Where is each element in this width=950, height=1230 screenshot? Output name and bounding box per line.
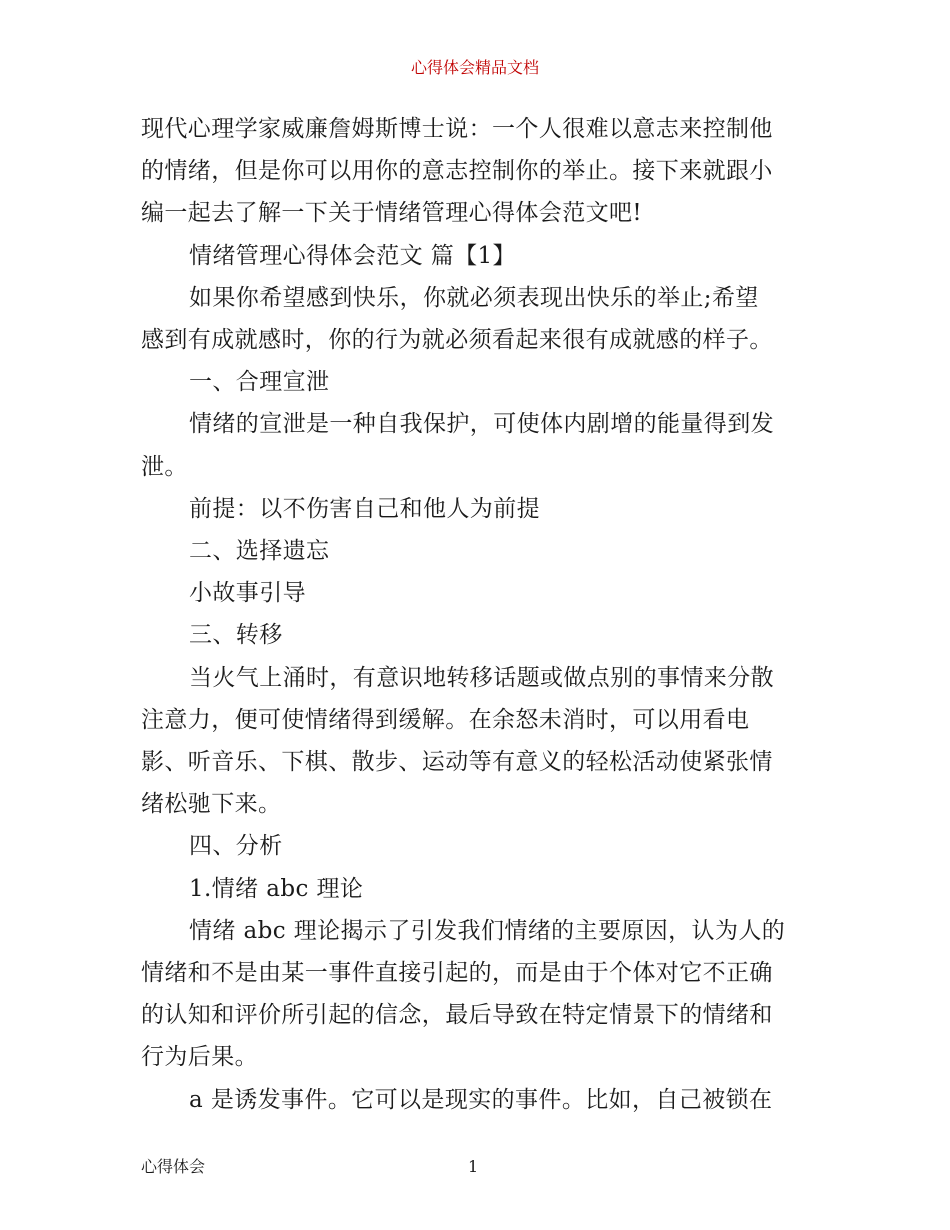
text-line: 三、转移 (189, 622, 283, 649)
text-line: 绪松驰下来。 (141, 791, 282, 818)
text-line: 前提：以不伤害自己和他人为前提 (189, 495, 540, 522)
text-line: 影、听音乐、下棋、散步、运动等有意义的轻松活动使紧张情 (141, 749, 773, 776)
text-line: a 是诱发事件。它可以是现实的事件。比如，自己被锁在 (189, 1086, 773, 1113)
text-line: 情绪 abc 理论揭示了引发我们情绪的主要原因，认为人的 (189, 917, 786, 944)
text-line: 二、选择遗忘 (189, 538, 330, 565)
text-line: 现代心理学家威廉詹姆斯博士说：一个人很难以意志来控制他 (141, 116, 773, 142)
text-line: 情绪和不是由某一事件直接引起的，而是由于个体对它不正确 (141, 960, 773, 987)
text-line: 小故事引导 (189, 580, 306, 607)
text-line: 泄。 (141, 453, 188, 480)
text-line: 如果你希望感到快乐，你就必须表现出快乐的举止;希望 (189, 284, 759, 311)
text-line: 感到有成就感时，你的行为就必须看起来很有成就感的样子。 (141, 327, 773, 354)
text-line: 注意力，便可使情绪得到缓解。在余怒未消时，可以用看电 (141, 706, 750, 733)
text-line: 一、合理宣泄 (189, 369, 330, 396)
footer-label: 心得体会 (141, 1157, 206, 1176)
text-line: 的认知和评价所引起的信念，最后导致在特定情景下的情绪和 (141, 1002, 773, 1029)
page-number: 1 (468, 1157, 479, 1176)
text-line: 1.情绪 abc 理论 (189, 875, 364, 902)
text-line: 情绪的宣泄是一种自我保护，可使体内剧增的能量得到发 (189, 411, 774, 438)
text-line: 编一起去了解一下关于情绪管理心得体会范文吧! (141, 200, 643, 227)
page-header-title: 心得体会精品文档 (410, 58, 539, 77)
document-body (141, 108, 813, 1121)
text-line: 情绪管理心得体会范文 篇【1】 (189, 242, 516, 269)
text-line: 的情绪，但是你可以用你的意志控制你的举止。接下来就跟小 (141, 158, 773, 185)
text-line: 行为后果。 (141, 1044, 258, 1071)
text-line: 四、分析 (189, 833, 283, 860)
text-line: 当火气上涌时，有意识地转移话题或做点别的事情来分散 (189, 664, 774, 691)
